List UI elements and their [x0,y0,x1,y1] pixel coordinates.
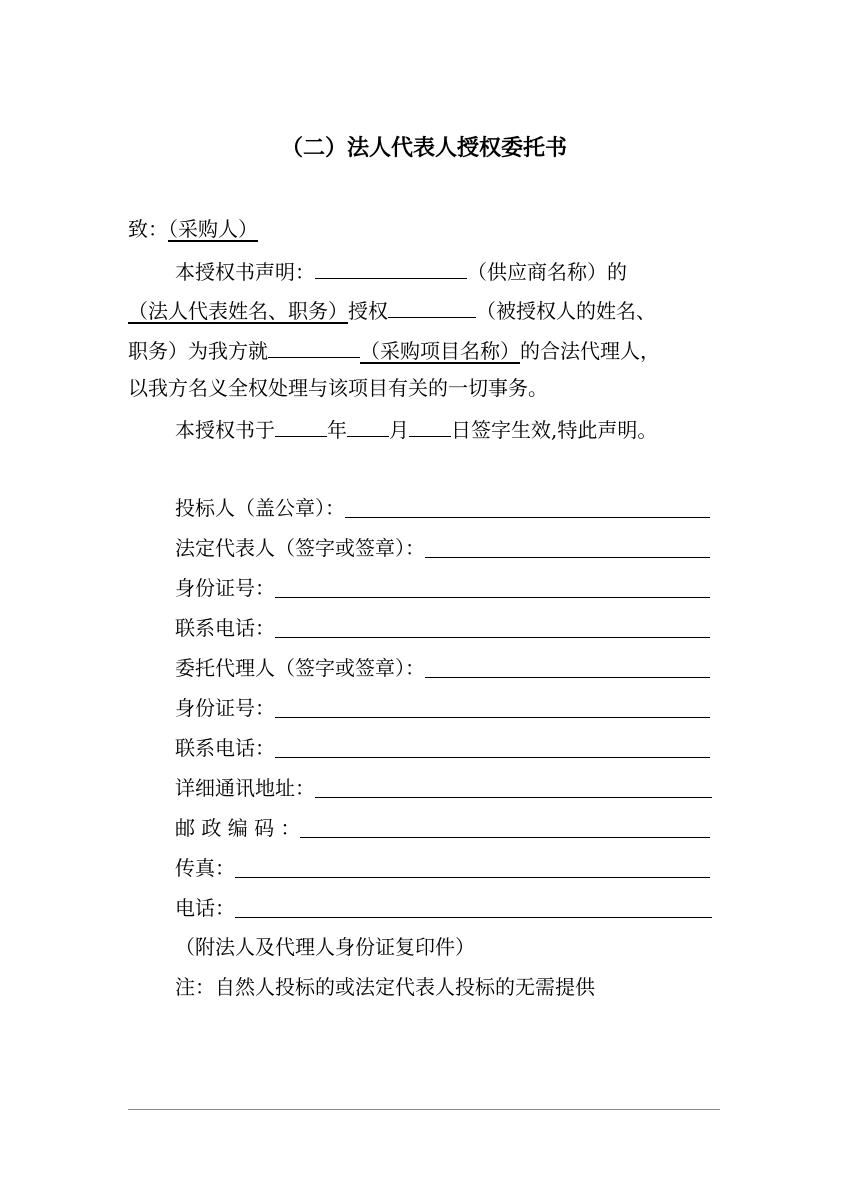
field-phone-1 [175,614,710,642]
field-bidder [175,494,710,522]
field-agent [175,654,710,682]
field-telephone [175,894,712,922]
field-phone-2 [175,734,710,762]
day-blank[interactable] [409,414,451,437]
agent-role: 的合法代理人， [520,339,660,363]
field-blank[interactable] [300,815,710,838]
field-label: 传真： [175,856,235,880]
project-intro: 职务）为我方就 [128,339,268,363]
field-blank[interactable] [275,615,710,638]
field-label: 法定代表人（签字或签章）： [175,536,425,560]
field-blank[interactable] [275,695,710,718]
field-blank[interactable] [345,495,710,518]
declaration-line-1 [175,256,627,286]
date-prefix: 本授权书于 [175,418,275,442]
field-label: 委托代理人（签字或签章）： [175,656,425,680]
declaration-start: 本授权书声明： [175,260,315,284]
project-name-hint: （采购项目名称） [360,339,520,363]
authorize-word: 授权 [348,299,388,323]
field-label: 电话： [175,896,235,920]
field-legal-rep [175,534,710,562]
field-label: 联系电话： [175,616,275,640]
field-fax [175,854,710,882]
legal-rep-hint: （法人代表姓名、职务） [128,299,348,323]
declaration-line-2 [128,295,656,325]
addressee-prefix: 致： [128,217,168,241]
declaration-line-4: 以我方名义全权处理与该项目有关的一切事务。 [128,376,548,400]
field-blank[interactable] [235,855,710,878]
field-label: 详细通讯地址： [175,776,315,800]
month-label: 月 [389,418,409,442]
field-label: 身份证号： [175,696,275,720]
field-address [175,774,712,802]
year-label: 年 [327,418,347,442]
field-blank[interactable] [275,735,710,758]
supplier-name-hint: （供应商名称）的 [467,260,627,284]
declaration-line-3 [128,335,660,365]
addressee-line [128,215,258,243]
document-title: （二）法人代表人授权委托书 [280,136,567,161]
field-blank[interactable] [425,655,710,678]
field-blank[interactable] [425,535,710,558]
project-blank[interactable] [268,335,360,358]
field-blank[interactable] [315,775,712,798]
field-label: 邮 政 编 码 ： [175,816,301,840]
field-blank[interactable] [235,895,712,918]
addressee-recipient: （采购人） [168,217,258,241]
field-id-number-1 [175,574,710,602]
field-label: 投标人（盖公章）： [175,496,345,520]
field-label: 身份证号： [175,576,275,600]
supplier-name-blank[interactable] [315,256,467,279]
field-postcode [175,814,710,842]
footnote: 注：自然人投标的或法定代表人投标的无需提供 [175,975,595,999]
year-blank[interactable] [275,414,327,437]
field-id-number-2 [175,694,710,722]
footer-divider [128,1109,720,1110]
month-blank[interactable] [347,414,389,437]
attachment-note: （附法人及代理人身份证复印件） [175,935,475,959]
date-suffix: 日签字生效,特此声明。 [451,418,658,442]
field-blank[interactable] [275,575,710,598]
effective-date-line [175,414,657,444]
grantee-hint: （被授权人的姓名、 [476,299,656,323]
field-label: 联系电话： [175,736,275,760]
grantee-blank[interactable] [388,295,476,318]
